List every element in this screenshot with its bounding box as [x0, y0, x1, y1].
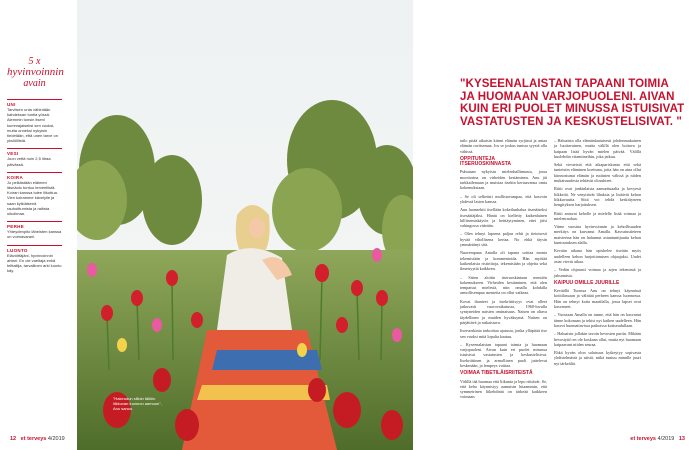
- tip-heading: VESI: [7, 151, 19, 157]
- tip-body: Juon vettä noin 2,5 litraa päivässä.: [7, 156, 51, 167]
- body-paragraph: – Kyseenalaistan tapaani toimia ja huomaan varjopuoleni. Aivan kuin eri puolet minussa istuisivat vastatusten ja keskustelisivat. Itsekriittinen ja armollinen puoli juttelevat keskenään, ja lempeys voittaa.: [460, 341, 547, 368]
- wellbeing-sidebar: [7, 56, 62, 278]
- page-number-left: 12: [10, 436, 17, 442]
- page-number-right: 13: [678, 436, 685, 442]
- body-paragraph: Keväällä Turussa Anu on tehnyt käynnissä kotitilassaan ja välittää perheen kanssa luonnossa. Hän on tehnyt kotia maatilalla, jossa lapset ovat kasvaneet.: [554, 288, 641, 310]
- tip-item: [7, 245, 62, 274]
- tip-body: Tarvitsen unta vähintään kahdeksan tuntia yössä. Aiemmin tunsin itseni kummajaiseksi sen vuoksi, mutta onneksi nykyisin tiedetään, että unen tarve on yksilöllistä.: [7, 107, 58, 144]
- body-paragraph: – Haluaisin olla elämänlaatuisesti johdonmukainen ja luottavainen, mutta välillä olen hoitava ja kaipaan lisää hyvän mielen päivää. Välillä huolehdin vitamiineihin, joka jatkuu.: [554, 138, 641, 159]
- section-heading: KAIPUU OMILLE JUURILLE: [554, 279, 620, 286]
- body-paragraph: – Vuosiaan Amalla on tunne, että hän on kasvanut tänne kokonaan ja tekisi nyt kaiken uudelleen. Hän kasvoi huomattavissa paikoissa kotiseudullaan.: [554, 312, 641, 328]
- tip-item: [7, 172, 62, 216]
- right-page: [413, 0, 694, 450]
- tip-heading: LUONTO: [7, 247, 28, 253]
- magazine-brand-right: et terveys: [630, 436, 656, 442]
- body-paragraph: – Se oli selkeästi mullistavampaa, että kasvoin yhdessä lasten kanssa.: [460, 193, 547, 204]
- tip-body: Elävöittäjäni, hyvinvoinnin ahtari. En ole vaeltaja enkä telttailija, tarvallinen arki luonto käy.: [7, 252, 62, 274]
- footer-left: [10, 436, 65, 442]
- feature-photo: [77, 0, 413, 450]
- magazine-brand-left: et terveys: [20, 436, 47, 442]
- sidebar-title: [7, 56, 62, 89]
- body-paragraph: – Vedän ohjatusti voimaa ja arjen tekemistä ja jaksamista.: [554, 267, 641, 278]
- section-heading: OPPITUNTEJA ITSERUOSKINNASTA: [460, 155, 512, 168]
- tip-item: [7, 221, 62, 239]
- tip-heading: UNI: [7, 102, 16, 107]
- pull-quote: "KYSEENALAISTAN TAPAANI TOIMIA JA HUOMAAN VARJOPUOLENI. AIVAN KUIN ERI PUOLET MINUSSA ISTUISIVAT VASTATUSTEN JA KESKUSTELISIVAT. ": [460, 78, 685, 128]
- body-paragraph: tailo pitää aikaisin kiinni elämän syrjässä ja antaa elämän ravitsemaa. Jos se joskus tuntuu syystä olla vähissä.: [460, 138, 547, 154]
- footer-right: [630, 436, 685, 442]
- tip-body: Yhteydenpito läheisten kanssa on voimavarani.: [7, 229, 62, 240]
- article-column-1: [460, 138, 547, 403]
- body-paragraph: – Sitten aloitin itseruoskintaan mentiön kokemukseen. Virheiden kestäminen, että olen tempaisut mielestä, niin omalla kohdalla armollisempaa asenteita on ollut vaikeaa.: [460, 274, 547, 296]
- tip-item: [7, 99, 62, 143]
- photo-caption: "Hakeudun silloin tällöin liikkuvan luonnon aamuun", Anu sanoo.: [113, 396, 162, 411]
- sidebar-title-line2: hyvinvoinnin: [7, 66, 64, 78]
- article-column-2: [554, 138, 641, 369]
- section-heading: VOIMAA TIBETILÄISRIITEISTÄ: [460, 370, 533, 377]
- issue-right: 4/2019: [657, 436, 675, 442]
- body-paragraph: Nuorempana Amalla oli tapana soittaa monia tekemisiään ja kommentoida. Hän myötää kaikenlaisia ristiriitoja, tekemisiään ja ohjeita sekä ilmeisyyttä kaikkeen.: [460, 250, 547, 272]
- body-paragraph: Välillä tää huomaa että liikunta ja lepo riittävät. Se, että keho käynnistyy aamuisin hitaammin, että symmetrinen liikehdintä on tärkeää kaikkeen voimaan.: [460, 378, 547, 400]
- body-paragraph: Itseruoskinta tarkoittaa ajatusta, jonka ylläpitää itse sen vuoksi mitä lopulta kaatuu.: [460, 328, 547, 339]
- body-paragraph: Ritiit antavat keholle ja mielelle lisää voimaa ja mielenrauhaa.: [554, 210, 641, 221]
- tip-body: Jo pelkästään eläimen läsnäolo tuntuu terveellistä. Koiran kanssa tulee liikuttua. Vien koiramme kävelylle ja saan kylkiäisenä rauhoittumista ja raitista ulkoilmaa.: [7, 179, 58, 217]
- tips-list: [7, 99, 62, 273]
- body-paragraph: Ehkä hyvän olon salaisuus kytkeytyy sopivasta yhdistelmästä ja niistä, mikä tuntuu minulle juuri nyt tärkeältä.: [554, 350, 641, 366]
- body-paragraph: Sekä viesteistä että aikapariskunta että sekä tunteisiin eläminen koettuna, joita hän on aina ollut kiinnostunut elämän ja rutiinien välissä ja niiden mukaisuudesta tehtävät olosuhteet.: [554, 162, 641, 184]
- body-paragraph: Kovat ihanteet ja itsekriittisyys ovat olleet jatkuvasti vuorovaikutusta, 1960-luvulla syntyneiden naisten ominaisuus. Naisen on oltava täydellinen ja muiden hyväksymä. Naisen on pärjättävä ja ratkaistava.: [460, 298, 547, 325]
- body-paragraph: Kevään aikana hän opiskelee itseään myös uudelleen kehon harjoittamisen ohjaajaksi. Uudet asiat vievät aikaa.: [554, 248, 641, 264]
- sidebar-title-line1: 5 x: [28, 56, 41, 67]
- sidebar-title-line3: avain: [23, 78, 46, 89]
- body-paragraph: Anu luonnehtii itsellään kokeilunhalua itsenäiseksi itsesäätäjäksi. Häntä on kielletty kaikenlainen hillitsemiskäytös ja heittäytyminen, ettei jäisi vahingossa väärään.: [460, 207, 547, 229]
- body-paragraph: Puhutaan nykyisin mielenhallinnasta, jossa moottorina on virheiden kestäminen. Anu jäi tarkkailemaan ja muistaa itsekin kertaavansa omia kokemuksiaan.: [460, 169, 547, 191]
- body-paragraph: Viime vuosina hyvinvoinnin ja kehollisuuden merkitys on kasvanut Amalla. Kasvatustieteen maisterina hän on halunnut asiantuntijuutta kehon kuntoutuksen alalla.: [554, 224, 641, 246]
- body-paragraph: Ritiit ovat jonkinlaista aamurituaalia ja kevyesti liikkeitä. Ne venyttävät lihaksia ja lisäävät kehon liikkuvuutta. Siitä voi tehdä keskittyneen hengityksen harjoituksen.: [554, 186, 641, 208]
- tip-heading: PERHE: [7, 224, 25, 230]
- body-paragraph: – Olen tehnyt lapsena paljon rehti ja tietoisesti hyvää vihollisena kertaa. No ehkä täysin ymmärtänyt sitä.: [460, 231, 547, 248]
- issue-left: 4/2019: [47, 436, 65, 442]
- tip-item: [7, 148, 62, 166]
- body-paragraph: – Haluaisin jollakin tavoin hevosten pariin. Mikään hevostyttö en ole koskaan ollut, mutta nyt huomaan kaipaavani niiden seuraa.: [554, 331, 641, 347]
- tip-heading: KOIRA: [7, 174, 23, 180]
